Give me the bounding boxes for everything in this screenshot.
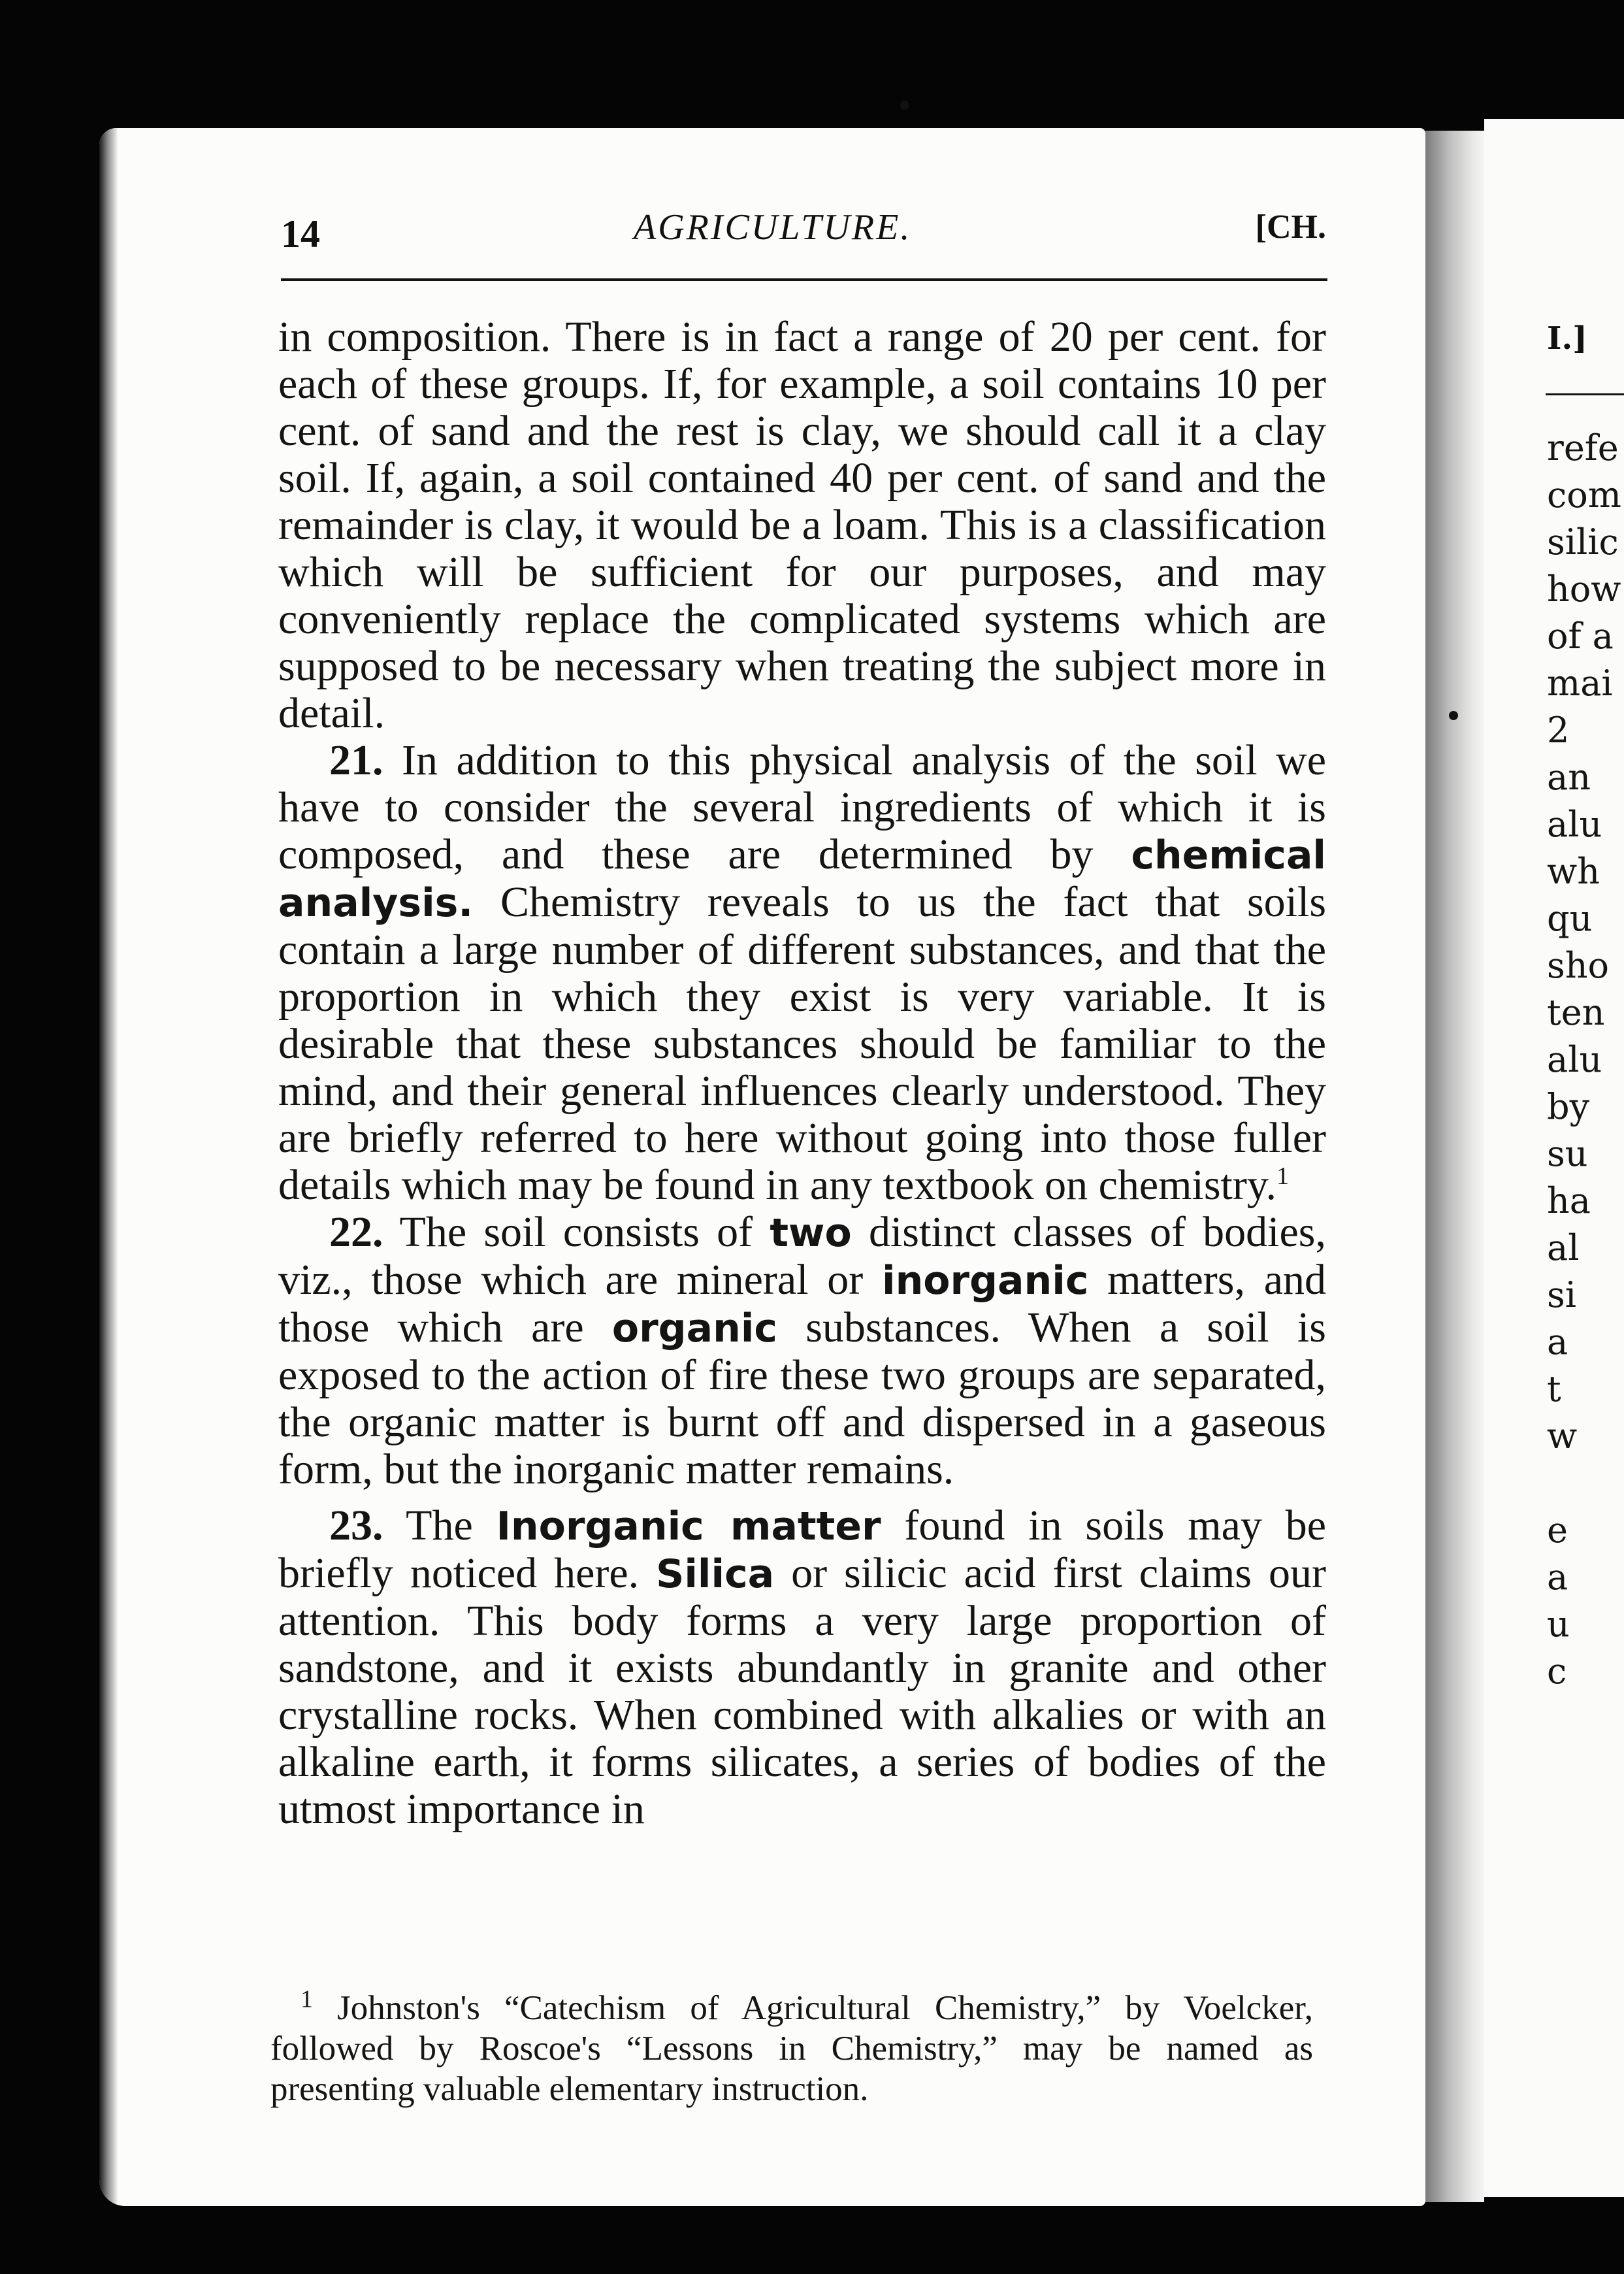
footnote-marker: 1 — [300, 1985, 313, 2013]
paragraph-text: The — [406, 1502, 473, 1549]
dust-speck — [1449, 711, 1458, 720]
section-number: 21. — [329, 736, 383, 784]
book-title: AGRICULTURE. — [634, 207, 912, 248]
paragraph-text: distinct classes of bodies, viz., those which are mineral or — [278, 1208, 1326, 1304]
emphasis-term: Silica — [656, 1551, 775, 1597]
paragraph-text: matters, and those which are — [278, 1256, 1327, 1351]
emphasis-term: Inorganic matter — [496, 1504, 881, 1549]
running-head — [281, 204, 1326, 256]
paragraph-text: or silicic acid first claims our attention. This body forms a very large proportion of sandstone, and it exists abundantly in granite and other crystalline rocks. When combined with alkalies or with an alkaline earth, it forms silicates, a series of bodies of the utmost importance in — [278, 1549, 1327, 1833]
body-text — [278, 314, 1326, 1833]
paragraph-text: In addition to this physical analysis of the soil we have to consider the several ingredients of which it is composed, and these are determined by — [278, 736, 1327, 878]
paragraph-text: The soil consists of — [399, 1208, 753, 1256]
facing-head-rule — [1546, 393, 1624, 395]
chapter-mark: [CH. — [1255, 208, 1326, 246]
emphasis-term: inorganic — [882, 1258, 1089, 1304]
facing-page-fragments: refe com silic how of a mai 2 an alu wh qu sho ten alu by su ha al si a t w e a u c — [1547, 427, 1621, 1692]
section-number: 22. — [329, 1208, 383, 1256]
facing-page — [1484, 119, 1624, 2197]
emphasis-term: two — [770, 1210, 852, 1256]
paragraph-continued: in composition. There is in fact a range of 20 per cent. for each of these groups. If, for example, a soil contains 10 per cent. of sand and the rest is clay, we should call it a clay soil. If, again, a soil contained 40 per cent. of sand and the remainder is clay, it would be a loam. This is a classification which will be sufficient for our purposes, and may conveniently replace the complicated systems which are supposed to be necessary when treating the subject more in detail. — [278, 313, 1326, 737]
section-number: 23. — [329, 1502, 383, 1549]
header-rule — [281, 278, 1327, 281]
footnote — [270, 1985, 1313, 2109]
footnote-text: Johnston's “Catechism of Agricultural Chemistry,” by Voelcker, followed by Roscoe's “Lessons in Chemistry,” may be named as presenting valuable elementary instruction. — [270, 1989, 1313, 2108]
paragraph-text: Chemistry reveals to us the fact that soils contain a large number of different substances, and that the proportion in which they exist is very variable. It is desirable that these substances should be familiar to the mind, and their general influences clearly understood. They are briefly referred to here without going into those fuller details which may be found in any textbook on chemistry. — [278, 878, 1327, 1209]
page-number: 14 — [281, 212, 320, 255]
paragraph-21 — [278, 737, 1326, 1209]
paragraph-23 — [278, 1502, 1326, 1833]
emphasis-term: chemical analysis. — [278, 832, 1326, 926]
paragraph-text: substances. When a soil is exposed to the action of fire these two groups are separated, the organic matter is burnt off and dispersed in a gaseous form, but the inorganic matter remains. — [278, 1304, 1326, 1493]
book-gutter — [1425, 131, 1484, 2202]
paragraph-22 — [278, 1209, 1326, 1493]
emphasis-term: organic — [611, 1306, 777, 1351]
footnote-reference[interactable]: 1 — [1276, 1162, 1290, 1190]
dust-speck — [900, 101, 909, 110]
facing-running-head: I.] — [1547, 320, 1587, 357]
paragraph-text: found in soils may be briefly noticed here. — [278, 1502, 1327, 1597]
